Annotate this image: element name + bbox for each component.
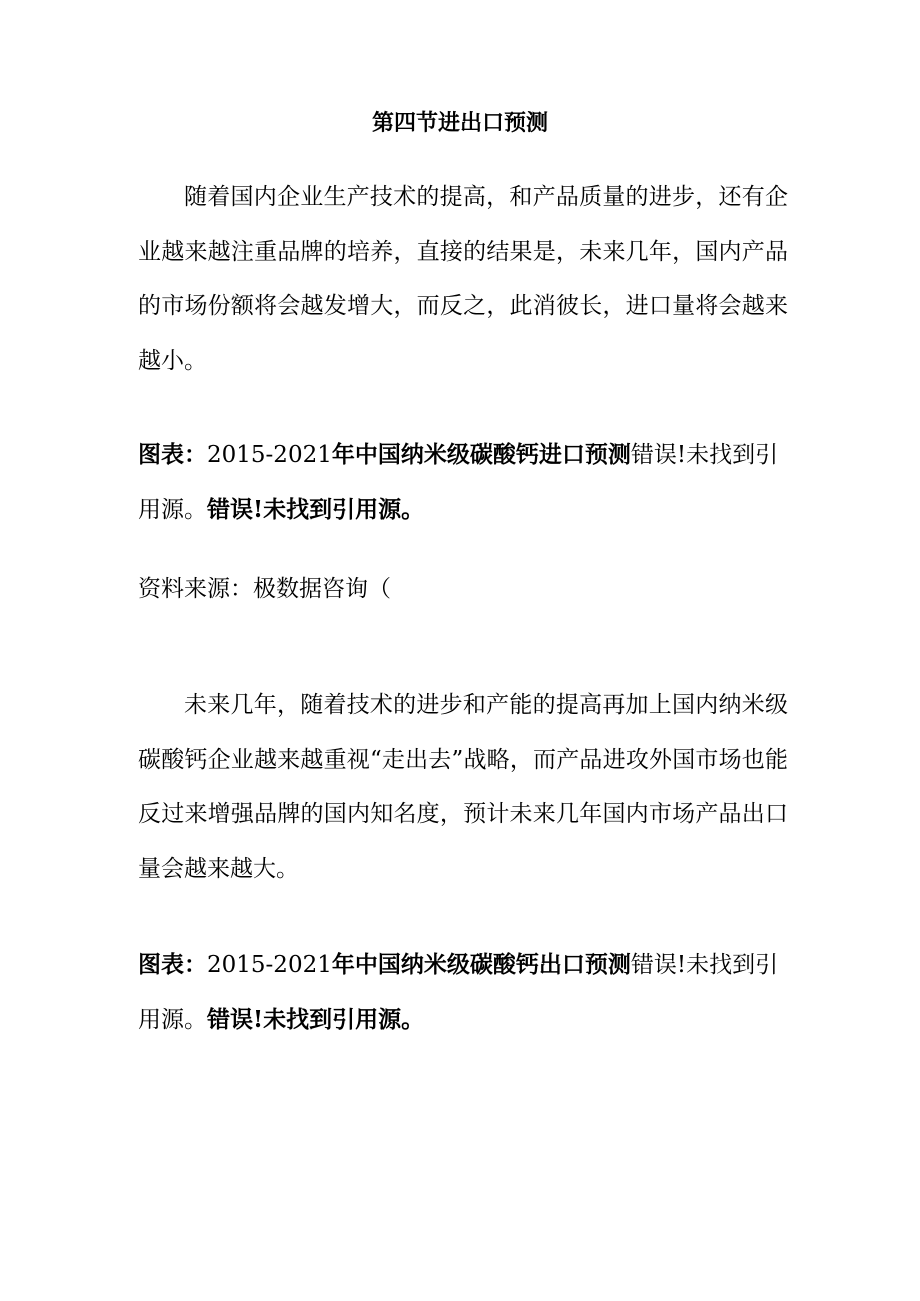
- caption-year-range: 2015-2021: [207, 952, 332, 978]
- caption-title: 年中国纳米级碳酸钙出口预测: [331, 951, 631, 978]
- caption-prefix: 图表：: [138, 441, 207, 468]
- caption-prefix: 图表：: [138, 951, 207, 978]
- caption-reference-error-bold: 错误!未找到引用源。: [207, 1005, 425, 1033]
- caption-year-range: 2015-2021: [207, 442, 332, 468]
- caption-reference-error-bold: 错误!未找到引用源。: [207, 495, 425, 523]
- caption-reference-error: 错误!未找到引用源。: [138, 442, 779, 523]
- import-chart-caption: [138, 428, 788, 537]
- import-forecast-paragraph: 随着国内企业生产技术的提高，和产品质量的进步，还有企业越来越注重品牌的培养，直接的结果是，未来几年，国内产品的市场份额将会越发增大，而反之，此消彼长，进口量将会越来越小。: [138, 184, 788, 374]
- export-forecast-paragraph: 未来几年，随着技术的进步和产能的提高再加上国内纳米级碳酸钙企业越来越重视“走出去”战略，而产品进攻外国市场也能反过来增强品牌的国内知名度，预计未来几年国内市场产品出口量会越来越大。: [138, 692, 788, 882]
- import-data-source: 资料来源：极数据咨询（: [138, 576, 391, 602]
- section-title: 第四节进出口预测: [371, 110, 548, 136]
- export-chart-caption: [138, 938, 788, 1047]
- caption-reference-error: 错误!未找到引用源。: [138, 952, 779, 1033]
- caption-title: 年中国纳米级碳酸钙进口预测: [331, 441, 631, 468]
